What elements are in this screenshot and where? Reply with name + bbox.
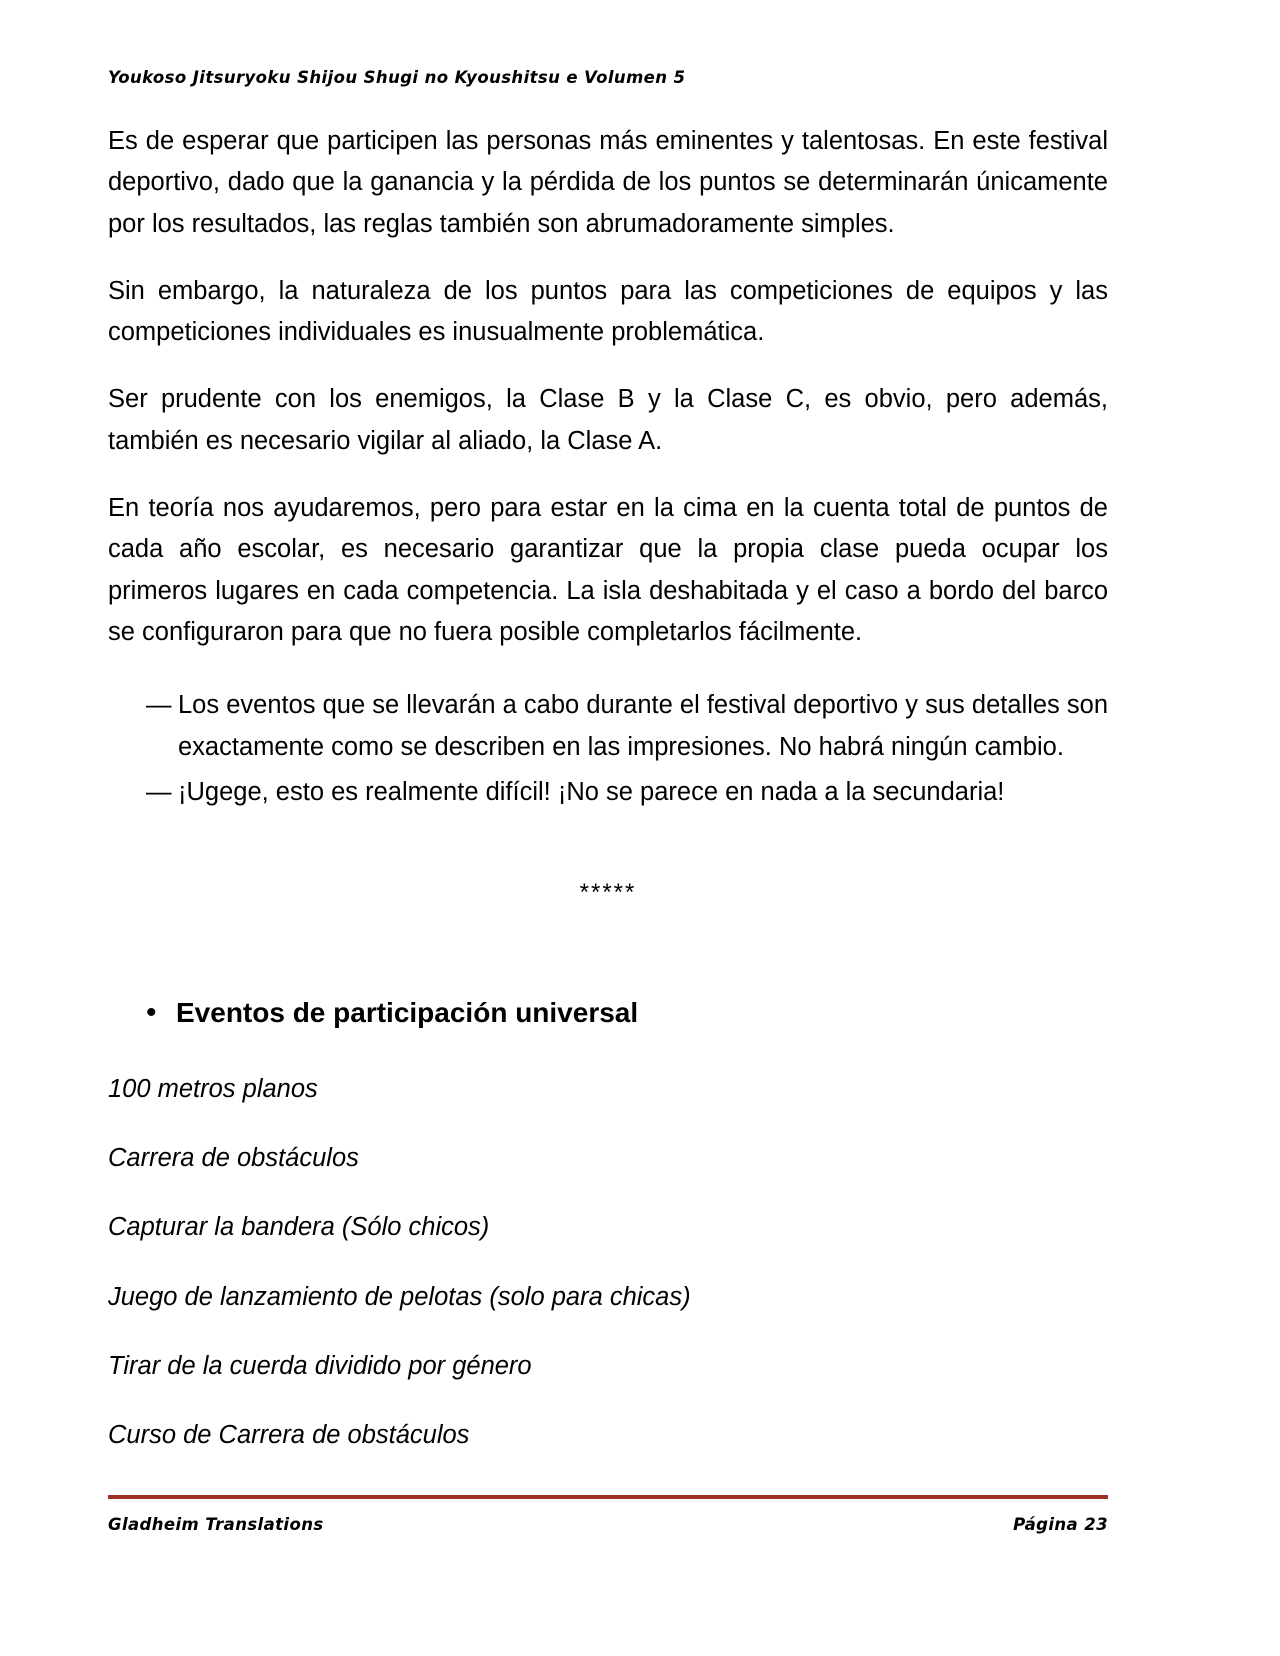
paragraph: Sin embargo, la naturaleza de los puntos para las competiciones de equipos y las competiciones individuales es inusualmente problemática. — [108, 276, 1108, 347]
paragraph: Ser prudente con los enemigos, la Clase B y la Clase C, es obvio, pero además, también es necesario vigilar al aliado, la Clase A. — [108, 385, 1108, 455]
list-item: Curso de Carrera de obstáculos — [108, 1420, 470, 1449]
dialogue-text: Los eventos que se llevarán a cabo durante el festival deportivo y sus detalles son exactamente como se describen en las impresiones. No habrá ningún cambio. — [178, 691, 1108, 761]
section-title: Eventos de participación universal — [176, 997, 639, 1029]
paragraph: Es de esperar que participen las personas más eminentes y talentosas. En este festival deportivo, dado que la ganancia y la pérdida de los puntos se determinarán únicamente por los resultados, las reglas también son abrumadoramente simples. — [108, 127, 1108, 238]
dialogue-list — [108, 685, 1108, 813]
page-footer — [108, 1495, 1108, 1534]
footer-divider — [108, 1495, 1108, 1499]
dialogue-text: ¡Ugege, esto es realmente difícil! ¡No se parece en nada a la secundaria! — [178, 777, 1005, 806]
event-list — [108, 1073, 1108, 1452]
list-item — [108, 772, 1108, 813]
bullet-icon: • — [146, 996, 157, 1030]
page-number: Página 23 — [1013, 1515, 1108, 1534]
list-item: Juego de lanzamiento de pelotas (solo para chicas) — [108, 1282, 691, 1311]
dash-marker: — — [146, 691, 172, 720]
paragraph: En teoría nos ayudaremos, pero para estar en la cima en la cuenta total de puntos de cada año escolar, es necesario garantizar que la propia clase pueda ocupar los primeros lugares en cada competencia. La isla deshabitada y el caso a bordo del barco se configuraron para que no fuera posible completarlos fácilmente. — [108, 494, 1108, 646]
body-text — [108, 121, 1108, 653]
list-item — [108, 685, 1108, 768]
list-item: Tirar de la cuerda dividido por género — [108, 1351, 532, 1380]
footer-row — [108, 1515, 1108, 1534]
list-item: Carrera de obstáculos — [108, 1144, 359, 1173]
scene-separator: ***** — [579, 879, 637, 907]
dash-marker: — — [146, 777, 172, 806]
section-heading — [108, 997, 1108, 1029]
running-header: Youkoso Jitsuryoku Shijou Shugi no Kyoushitsu e Volumen 5 — [108, 68, 686, 87]
list-item: 100 metros planos — [108, 1075, 318, 1104]
list-item: Capturar la bandera (Sólo chicos) — [108, 1213, 490, 1242]
footer-credit: Gladheim Translations — [108, 1515, 324, 1534]
page-content — [108, 0, 1108, 1452]
